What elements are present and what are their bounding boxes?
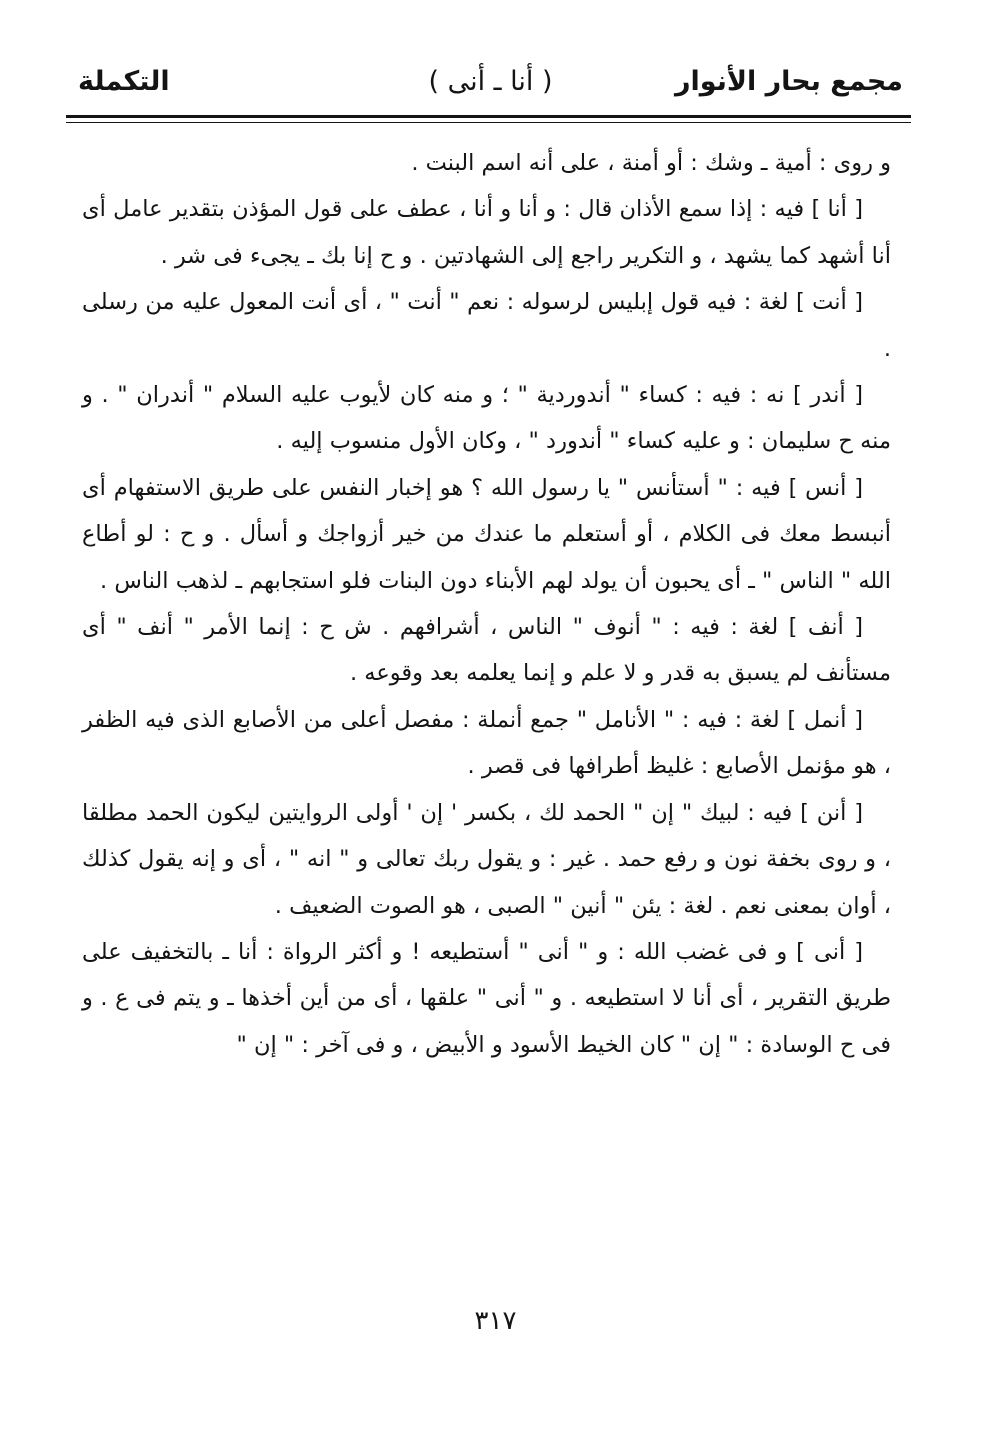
page-header [78,62,903,106]
entry-anta: [ أنت ] لغة : فيه قول إبليس لرسوله : نعم " أنت " ، أى أنت المعول عليه من رسلى . [82,289,891,362]
entry-anas: [ أنس ] فيه : " أستأنس " يا رسول الله ؟ هو إخبار النفس على طريق الاستفهام أى أنبسط معك فى الكلام ، أو أستعلم ما عندك من خير أزواجك و أسأل . و ح : لو أطاع الله " الناس " ـ أى يحبون أن يولد لهم الأبناء دون البنات فلو استجابهم ـ لذهب الناس . [82,474,891,594]
entry-anf: [ أنف ] لغة : فيه : " أنوف " الناس ، أشرافهم . ش ح : إنما الأمر " أنف " أى مستأنف لم يسبق به قدر و لا علم و إنما يعلمه بعد وقوعه . [82,614,891,687]
body-text [82,140,891,1068]
entry-range: ( أنا ـ أنى ) [428,66,553,97]
entry-anan: [ أنن ] فيه : لبيك " إن " الحمد لك ، بكسر ' إن ' أولى الروايتين ليكون الحمد مطلقا ، و روى بخفة نون و رفع حمد . غير : و يقول ربك تعالى و " انه " ، أى و إنه يقول كذلك ، أوان بمعنى نعم . لغة : يئن " أنين " الصبى ، هو الصوت الضعيف . [82,799,891,919]
entry-anmal: [ أنمل ] لغة : فيه : " الأنامل " جمع أنملة : مفصل أعلى من الأصابع الذى فيه الظفر ، هو مؤنمل الأصابع : غليظ أطرافها فى قصر . [82,706,891,780]
entry-anna: [ أنى ] و فى غضب الله : و " أنى " أستطيعه ! و أكثر الرواة : أنا ـ بالتخفيف على طريق التقرير ، أى أنا لا استطيعه . و " أنى " علقها ، أى من أين أخذها ـ و يتم فى ع . و فى ح الوسادة : " إن " كان الخيط الأسود و الأبيض ، و فى آخر : " إن " [82,938,891,1058]
entry-andar: [ أندر ] نه : فيه : كساء " أندوردية " ؛ و منه كان لأيوب عليه السلام " أندران " . و منه ح سليمان : و عليه كساء " أندورد " ، وكان الأول منسوب إليه . [82,382,891,455]
header-rule-thin [66,122,911,123]
book-title: مجمع بحار الأنوار [674,66,903,97]
paragraph-continuation: و روى : أمية ـ وشك : أو أمنة ، على أنه اسم البنت . [411,150,891,176]
page-number: ٣١٧ [474,1306,517,1336]
header-rule-thick [66,115,911,118]
entry-ana: [ أنا ] فيه : إذا سمع الأذان قال : و أنا و أنا ، عطف على قول المؤذن بتقدير عامل أى أنا أشهد كما يشهد ، و التكرير راجع إلى الشهادتين . و ح إنا بك ـ يجىء فى شر . [82,196,891,269]
section-label: التكملة [78,66,170,97]
